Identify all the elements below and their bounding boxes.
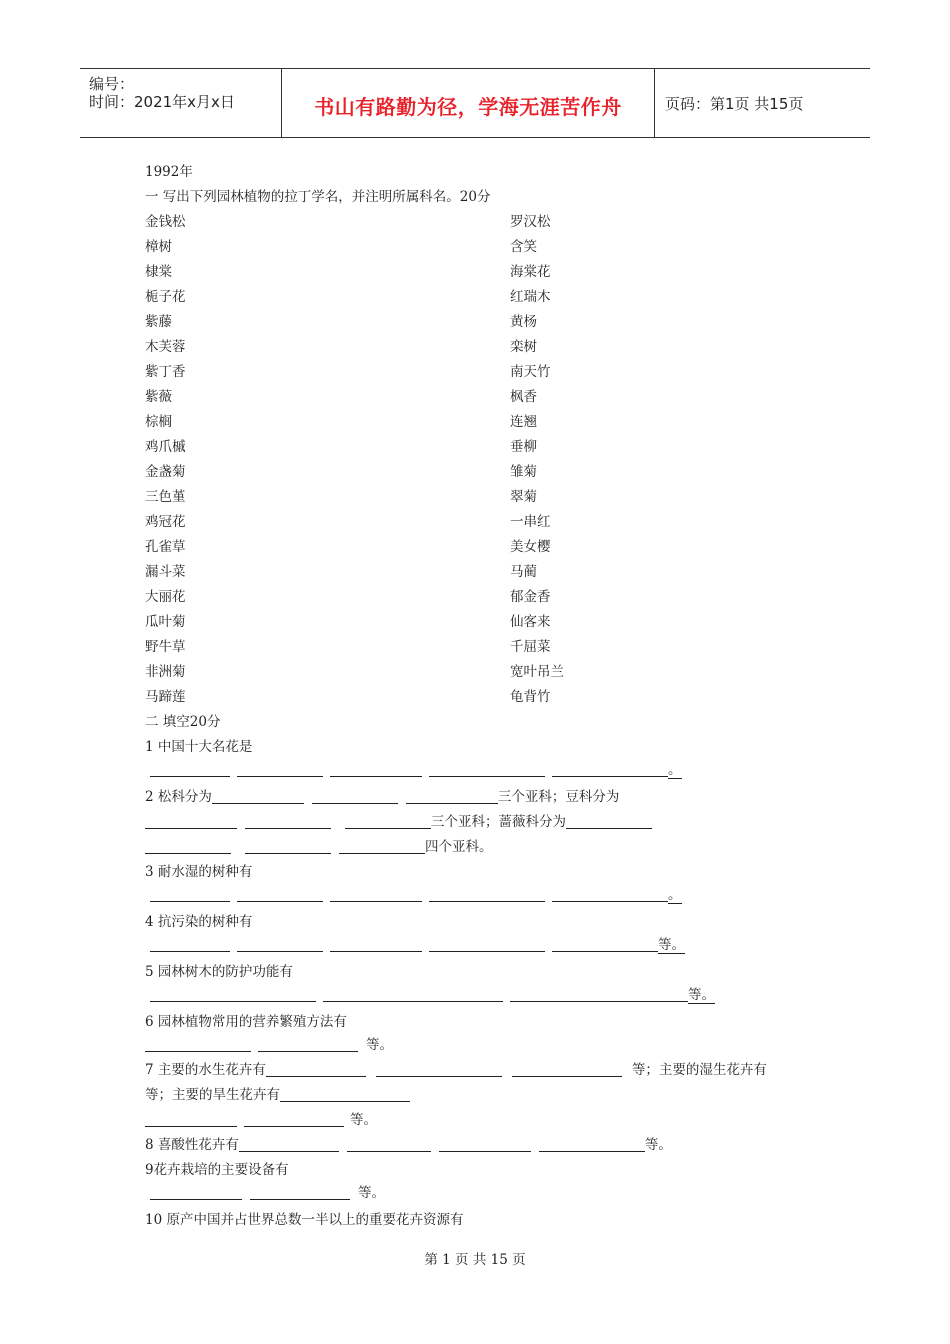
plant-name-right: 一串红 — [510, 514, 551, 530]
question-4-end: 等。 — [658, 933, 685, 954]
plant-name-left: 棣棠 — [145, 264, 172, 280]
answer-blank[interactable] — [339, 839, 425, 854]
answer-blank[interactable] — [552, 762, 668, 777]
plant-name-right: 仙客来 — [510, 614, 551, 630]
question-5-end: 等。 — [688, 983, 715, 1004]
answer-blank[interactable] — [150, 887, 230, 902]
plant-name-left: 野牛草 — [145, 639, 186, 655]
question-10: 10 原产中国并占世界总数一半以上的重要花卉资源有 — [145, 1212, 464, 1228]
question-9-end: 等。 — [358, 1185, 385, 1201]
plant-name-left: 鸡爪槭 — [145, 439, 186, 455]
question-8-end: 等。 — [644, 1137, 672, 1153]
answer-blank[interactable] — [145, 839, 231, 854]
question-6-end: 等。 — [366, 1037, 393, 1053]
answer-blank[interactable] — [237, 937, 323, 952]
time-text: 时间：2021年x月x日 — [89, 93, 235, 111]
question-3-end: 。 — [668, 883, 682, 904]
section2-title: 二 填空20分 — [145, 714, 221, 730]
question-6-blanks — [145, 1033, 393, 1053]
answer-blank[interactable] — [552, 887, 668, 902]
plant-name-right: 千屈菜 — [510, 639, 551, 655]
question-1-end: 。 — [668, 758, 682, 779]
question-4: 4 抗污染的树种有 — [145, 914, 253, 930]
question-7-text-a: 7 主要的水生花卉有 — [145, 1062, 266, 1078]
plant-name-left: 木芙蓉 — [145, 339, 186, 355]
answer-blank[interactable] — [323, 987, 503, 1002]
question-2-line3 — [145, 835, 493, 855]
question-7-text-b: 等；主要的湿生花卉有 — [631, 1062, 767, 1078]
answer-blank[interactable] — [150, 762, 230, 777]
answer-blank[interactable] — [266, 1062, 366, 1077]
answer-blank[interactable] — [237, 887, 323, 902]
plant-name-right: 马蔺 — [510, 564, 537, 580]
plant-name-right: 红瑞木 — [510, 289, 551, 305]
plant-name-right: 连翘 — [510, 414, 537, 430]
answer-blank[interactable] — [250, 1185, 350, 1200]
section1-title: 一 写出下列园林植物的拉丁学名，并注明所属科名。20分 — [145, 189, 491, 205]
question-8 — [145, 1133, 672, 1153]
answer-blank[interactable] — [150, 1185, 242, 1200]
plant-name-left: 漏斗菜 — [145, 564, 186, 580]
question-2 — [145, 785, 619, 805]
question-2-text-c: 三个亚科；蔷薇科分为 — [431, 814, 566, 830]
answer-blank[interactable] — [510, 987, 688, 1002]
answer-blank[interactable] — [239, 1137, 339, 1152]
answer-blank[interactable] — [330, 762, 422, 777]
plant-name-left: 棕榈 — [145, 414, 172, 430]
question-7-line3 — [145, 1108, 377, 1128]
plant-name-left: 紫薇 — [145, 389, 172, 405]
plant-name-left: 鸡冠花 — [145, 514, 186, 530]
answer-blank[interactable] — [539, 1137, 645, 1152]
plant-name-left: 大丽花 — [145, 589, 186, 605]
header-page-cell — [655, 69, 870, 137]
answer-blank[interactable] — [347, 1137, 431, 1152]
question-1-blanks — [150, 758, 682, 779]
question-3: 3 耐水湿的树种有 — [145, 864, 253, 880]
plant-name-right: 龟背竹 — [510, 689, 551, 705]
plant-name-right: 海棠花 — [510, 264, 551, 280]
answer-blank[interactable] — [145, 814, 237, 829]
motto-text: 书山有路勤为径，学海无涯苦作舟 — [314, 95, 622, 119]
plant-name-left: 非洲菊 — [145, 664, 186, 680]
question-7-line2 — [145, 1083, 410, 1103]
serial-label: 编号： — [89, 75, 135, 93]
answer-blank[interactable] — [439, 1137, 531, 1152]
answer-blank[interactable] — [237, 762, 323, 777]
plant-name-left: 三色堇 — [145, 489, 186, 505]
page-footer: 第 1 页 共 15 页 — [424, 1252, 526, 1268]
question-7-text-c: 等；主要的旱生花卉有 — [145, 1087, 280, 1103]
plant-name-left: 紫藤 — [145, 314, 172, 330]
answer-blank[interactable] — [566, 814, 652, 829]
answer-blank[interactable] — [312, 789, 398, 804]
answer-blank[interactable] — [429, 887, 545, 902]
plant-name-left: 马蹄莲 — [145, 689, 186, 705]
plant-name-right: 垂柳 — [510, 439, 537, 455]
plant-name-right: 宽叶吊兰 — [510, 664, 564, 680]
question-9-blanks — [150, 1181, 385, 1201]
answer-blank[interactable] — [512, 1062, 622, 1077]
plant-name-right: 黄杨 — [510, 314, 537, 330]
header-meta-cell — [80, 69, 282, 137]
answer-blank[interactable] — [376, 1062, 502, 1077]
answer-blank[interactable] — [145, 1037, 251, 1052]
exam-year: 1992年 — [145, 164, 193, 180]
question-2-text-a: 2 松科分为 — [145, 789, 212, 805]
plant-name-right: 栾树 — [510, 339, 537, 355]
question-3-blanks — [150, 883, 682, 904]
answer-blank[interactable] — [345, 814, 431, 829]
plant-name-left: 樟树 — [145, 239, 172, 255]
answer-blank[interactable] — [552, 937, 658, 952]
plant-name-left: 紫丁香 — [145, 364, 186, 380]
question-5: 5 园林树木的防护功能有 — [145, 964, 293, 980]
answer-blank[interactable] — [150, 937, 230, 952]
answer-blank[interactable] — [280, 1087, 410, 1102]
answer-blank[interactable] — [245, 814, 331, 829]
plant-name-right: 雏菊 — [510, 464, 537, 480]
plant-name-right: 翠菊 — [510, 489, 537, 505]
question-8-text: 8 喜酸性花卉有 — [145, 1137, 239, 1153]
plant-name-right: 含笑 — [510, 239, 537, 255]
page-info: 页码：第1页 共15页 — [665, 95, 804, 113]
answer-blank[interactable] — [245, 839, 331, 854]
page-header — [80, 68, 870, 138]
plant-name-left: 孔雀草 — [145, 539, 186, 555]
plant-name-right: 南天竹 — [510, 364, 551, 380]
answer-blank[interactable] — [429, 762, 545, 777]
question-2-text-d: 四个亚科。 — [425, 839, 493, 855]
question-2-text-b: 三个亚科；豆科分为 — [497, 789, 620, 805]
plant-name-left: 栀子花 — [145, 289, 186, 305]
answer-blank[interactable] — [258, 1037, 358, 1052]
plant-name-right: 郁金香 — [510, 589, 551, 605]
answer-blank[interactable] — [406, 789, 498, 804]
header-motto-cell — [282, 69, 655, 137]
answer-blank[interactable] — [429, 937, 545, 952]
plant-name-right: 罗汉松 — [510, 214, 551, 230]
question-6: 6 园林植物常用的营养繁殖方法有 — [145, 1014, 347, 1030]
plant-name-right: 美女樱 — [510, 539, 551, 555]
question-7-end: 等。 — [350, 1112, 377, 1128]
answer-blank[interactable] — [244, 1112, 344, 1127]
answer-blank[interactable] — [150, 987, 316, 1002]
question-9: 9花卉栽培的主要设备有 — [145, 1162, 289, 1178]
question-7 — [145, 1058, 767, 1078]
plant-name-left: 瓜叶菊 — [145, 614, 186, 630]
answer-blank[interactable] — [330, 937, 422, 952]
answer-blank[interactable] — [212, 789, 304, 804]
answer-blank[interactable] — [330, 887, 422, 902]
question-4-blanks — [150, 933, 685, 954]
answer-blank[interactable] — [145, 1112, 237, 1127]
question-5-blanks — [150, 983, 715, 1004]
question-1: 1 中国十大名花是 — [145, 739, 253, 755]
plant-name-left: 金钱松 — [145, 214, 186, 230]
plant-name-right: 枫香 — [510, 389, 537, 405]
plant-name-left: 金盏菊 — [145, 464, 186, 480]
question-2-line2 — [145, 810, 652, 830]
